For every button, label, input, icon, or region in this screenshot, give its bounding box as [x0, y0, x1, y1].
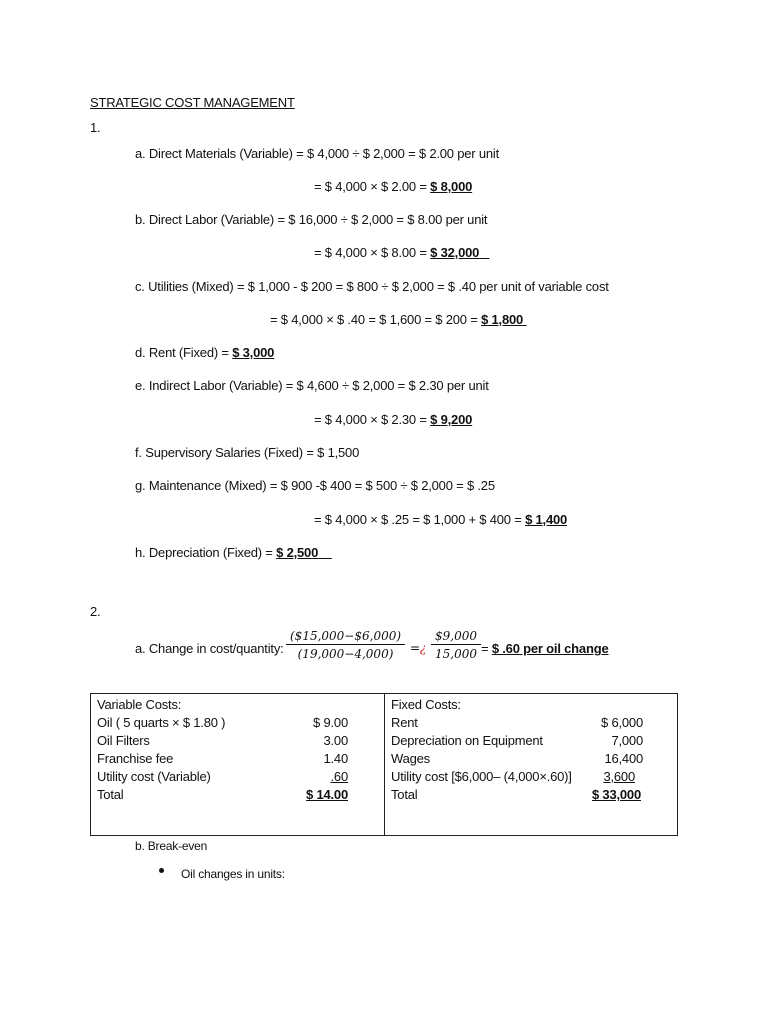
variable-cost-row: Franchise fee 1.40 — [97, 751, 348, 766]
error-glyph: ¿ — [419, 641, 427, 655]
q1h-result: $ 2,500 — [276, 545, 319, 560]
variable-cost-row: Utility cost (Variable) .60 — [97, 769, 348, 784]
fixed-cost-row: Utility cost [$6,000– (4,000×.60)] 3,600 — [391, 769, 635, 784]
q1h-line1: h. Depreciation (Fixed) = $ 2,500 — [135, 545, 319, 560]
q1a-line1: a. Direct Materials (Variable) = $ 4,000 ÷ $ 2,000 = $ 2.00 per unit — [135, 146, 500, 161]
q2a-label: a. Change in cost/quantity: — [135, 641, 284, 656]
q1a-result: $ 8,000 — [430, 179, 473, 194]
q2a-result: $ .60 per oil change — [491, 641, 609, 656]
equals-sign: =¿ — [410, 641, 427, 655]
q1b-line1: b. Direct Labor (Variable) = $ 16,000 ÷ $ 2,000 = $ 8.00 per unit — [135, 212, 488, 227]
fixed-costs-cell — [385, 694, 678, 836]
question-1-number: 1. — [90, 120, 101, 135]
q1f-line1: f. Supervisory Salaries (Fixed) = $ 1,500 — [135, 445, 360, 460]
variable-costs-cell — [91, 694, 385, 836]
q1e-line2: = $ 4,000 × $ 2.30 = $ 9,200 — [314, 412, 473, 427]
variable-costs-heading: Variable Costs: — [97, 697, 182, 712]
q1e-result: $ 9,200 — [430, 412, 473, 427]
fraction-1-denominator: (19,000−4,000) — [297, 647, 394, 661]
fixed-cost-row: Rent $ 6,000 — [391, 715, 643, 730]
variable-cost-row: Oil Filters 3.00 — [97, 733, 348, 748]
document-title: STRATEGIC COST MANAGEMENT — [90, 95, 295, 110]
q1a-line2: = $ 4,000 × $ 2.00 = $ 8,000 — [314, 179, 473, 194]
q2a-result-line: = $ .60 per oil change — [481, 641, 609, 656]
q2b-label: b. Break-even — [135, 839, 208, 853]
fraction-2-numerator: $9,000 — [431, 629, 481, 645]
variable-total-row: Total $ 14.00 — [97, 787, 348, 802]
q1g-result: $ 1,400 — [525, 512, 568, 527]
fixed-costs-heading: Fixed Costs: — [391, 697, 461, 712]
variable-cost-row: Oil ( 5 quarts × $ 1.80 ) $ 9.00 — [97, 715, 348, 730]
q1e-line1: e. Indirect Labor (Variable) = $ 4,600 ÷ $ 2,000 = $ 2.30 per unit — [135, 378, 489, 393]
q2b-bullet-text: Oil changes in units: — [181, 867, 285, 881]
fraction-2-denominator: 15,000 — [435, 647, 477, 661]
fixed-total-row: Total $ 33,000 — [391, 787, 641, 802]
fraction-difference — [431, 629, 481, 661]
q1b-result: $ 32,000 — [430, 245, 480, 260]
q1c-line1: c. Utilities (Mixed) = $ 1,000 - $ 200 = $ 800 ÷ $ 2,000 = $ .40 per unit of variable cost — [135, 279, 609, 294]
q1g-line1: g. Maintenance (Mixed) = $ 900 -$ 400 = $ 500 ÷ $ 2,000 = $ .25 — [135, 478, 495, 493]
q1d-line1: d. Rent (Fixed) = $ 3,000 — [135, 345, 275, 360]
fixed-total-amount: $ 33,000 — [591, 787, 641, 802]
cost-table — [90, 693, 678, 836]
bullet-icon — [159, 868, 164, 873]
question-2-number: 2. — [90, 604, 101, 619]
q1b-line2: = $ 4,000 × $ 8.00 = $ 32,000 — [314, 245, 480, 260]
fixed-cost-row: Depreciation on Equipment 7,000 — [391, 733, 643, 748]
fraction-cost-over-quantity — [286, 629, 405, 661]
q1d-result: $ 3,000 — [232, 345, 275, 360]
variable-total-amount: $ 14.00 — [306, 787, 348, 802]
q1c-result: $ 1,800 — [481, 312, 524, 327]
q1g-line2: = $ 4,000 × $ .25 = $ 1,000 + $ 400 = $ 1,400 — [314, 512, 568, 527]
fixed-cost-row: Wages 16,400 — [391, 751, 643, 766]
fraction-1-numerator: ($15,000−$6,000) — [286, 629, 405, 645]
q1c-line2: = $ 4,000 × $ .40 = $ 1,600 = $ 200 = $ 1,800 — [270, 312, 524, 327]
